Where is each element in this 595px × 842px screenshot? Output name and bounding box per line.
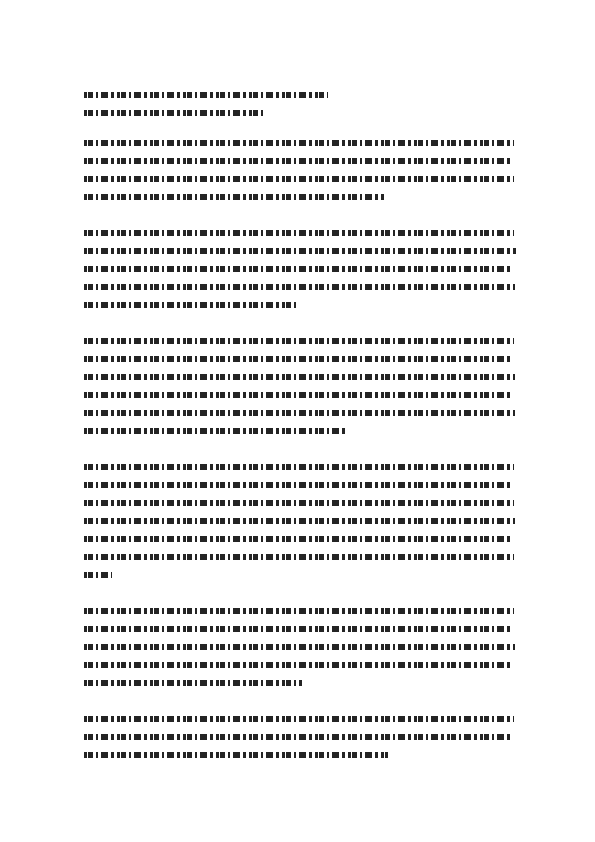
text-line: [84, 626, 513, 632]
text-line: [84, 482, 513, 488]
text-line: [84, 536, 512, 542]
text-line: [84, 176, 514, 182]
document-body: [84, 140, 514, 788]
text-line: [84, 248, 516, 254]
text-line: [84, 608, 514, 614]
paragraph: [84, 140, 514, 200]
text-line: [84, 680, 302, 686]
text-line: [84, 500, 514, 506]
text-line: [84, 194, 384, 200]
text-line: [84, 266, 513, 272]
text-line: [84, 662, 512, 668]
text-line: [84, 302, 298, 308]
heading-line: [84, 110, 266, 116]
text-line: [84, 518, 515, 524]
text-line: [84, 230, 514, 236]
text-line: [84, 140, 514, 146]
paragraph: [84, 608, 514, 686]
text-line: [84, 716, 514, 722]
paragraph: [84, 464, 514, 578]
document-note: [0, 0, 1, 1]
text-line: [84, 158, 512, 164]
text-line: [84, 428, 348, 434]
text-line: [84, 338, 514, 344]
text-line: [84, 572, 112, 578]
heading-line: [84, 92, 328, 98]
text-line: [84, 284, 515, 290]
text-line: [84, 392, 512, 398]
paragraph: [84, 338, 514, 434]
paragraph: [84, 716, 514, 758]
text-line: [84, 752, 388, 758]
document-heading: [84, 92, 514, 128]
text-line: [84, 734, 513, 740]
text-line: [84, 554, 514, 560]
text-line: [84, 464, 514, 470]
text-line: [84, 374, 515, 380]
paragraph: [84, 230, 514, 308]
text-line: [84, 410, 515, 416]
text-line: [84, 356, 513, 362]
text-line: [84, 644, 515, 650]
